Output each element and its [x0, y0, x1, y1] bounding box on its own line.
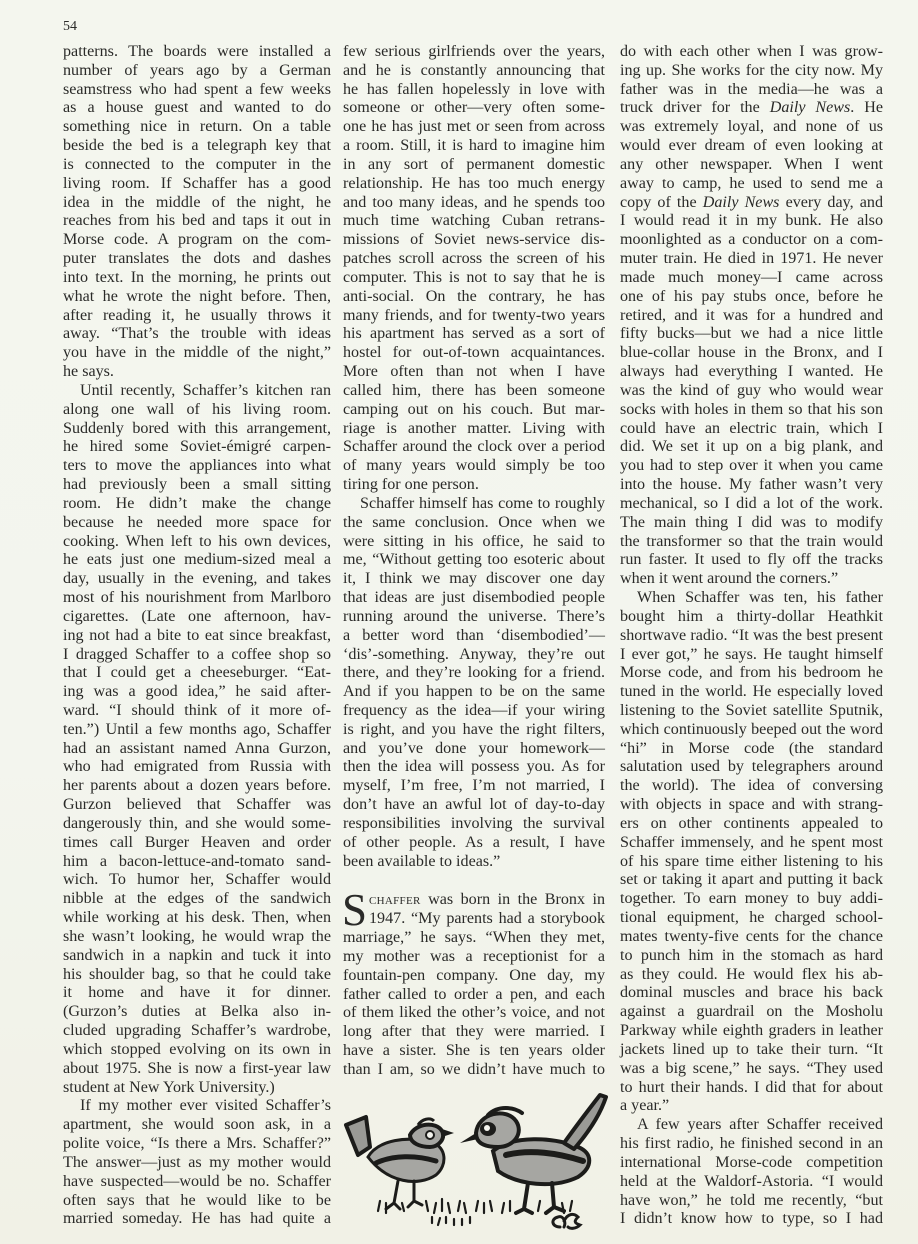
text-line: something nice in return. On a table: [63, 118, 331, 136]
text-line: have won,” he told me recently, “but: [620, 1191, 883, 1209]
text-line: while working at his desk. Then, when: [63, 909, 331, 927]
text-line: away. “That’s the trouble with ideas: [63, 325, 331, 343]
text-line: missions of Soviet news-service dis-: [343, 231, 605, 249]
text-line: retired, and it was for a hundred and: [620, 306, 883, 324]
text-line: had an assistant named Anna Gurzon,: [63, 739, 331, 757]
text-line: I didn’t know how to type, so I had: [620, 1210, 883, 1228]
text-line: than I am, so we didn’t have much to: [343, 1060, 605, 1078]
text-line: socks with holes in them so that his son: [620, 400, 883, 418]
text-line: because he needed more space for: [63, 513, 331, 531]
text-line: don’t have an awful lot of day-to-day: [343, 796, 605, 814]
text-line: riage is another matter. Living with: [343, 419, 605, 437]
text-line: hostel for out-of-town acquaintances.: [343, 344, 605, 362]
text-line: the same conclusion. Once when we: [343, 513, 605, 531]
text-line: the transformer so that the train would: [620, 532, 883, 550]
text-line: to punch him in the stomach as hard: [620, 946, 883, 964]
text-line: long after that they were married. I: [343, 1023, 605, 1041]
text-line: I ever got,” he says. He taught himself: [620, 645, 883, 663]
column-2: [343, 43, 605, 1080]
text-line: made much money—I came across: [620, 268, 883, 286]
opening-line-rest: was born in the Bronx in: [420, 891, 605, 909]
text-line: in any sort of permanent domestic: [343, 155, 605, 173]
text-line: into text. In the morning, he prints out: [63, 268, 331, 286]
newspaper-title: Daily News: [769, 99, 851, 117]
text-line: were sitting in his office, he said to: [343, 532, 605, 550]
text-line: against a guardrail on the Mosholu: [620, 1003, 883, 1021]
text-line: responsibilities involving the survival: [343, 814, 605, 832]
text-line: that ideas are just disembodied people: [343, 589, 605, 607]
text-line: and too many ideas, and he spends too: [343, 193, 605, 211]
column-1: [63, 43, 331, 1229]
text-line: was the kind of guy who would wear: [620, 381, 883, 399]
drop-cap: S: [342, 885, 368, 936]
text-line: patterns. The boards were installed a: [63, 43, 331, 60]
newspaper-title: Daily News: [702, 193, 780, 211]
text-line: he says.: [63, 363, 114, 381]
text-line: could have an electric train, which I: [620, 419, 883, 437]
text-line: she wasn’t looking, he would wrap the: [63, 927, 331, 945]
section-break: [343, 871, 605, 891]
text-line: you had to step over it when you came: [620, 457, 883, 475]
text-line: running around the universe. There’s: [343, 607, 605, 625]
text-line: Schaffer immensely, and he spent most: [620, 833, 883, 851]
text-line: marriage,” he says. “When they met,: [343, 929, 605, 947]
text-line: as they could. He would flex his ab-: [620, 965, 883, 983]
text-line: of other people. As a result, I have: [343, 833, 605, 851]
text-line: fountain-pen company. One day, my: [343, 966, 605, 984]
text-line: beside the bed is a telegraph key that: [63, 137, 331, 155]
text-line: that I could get a cheeseburger. “Eat-: [63, 664, 331, 682]
text-line: and you’ve done your homework—: [343, 739, 605, 757]
text-line: dominal muscles and brace his back: [620, 984, 883, 1002]
text-line: is right, and you have the right filters,: [343, 720, 605, 738]
text-line: polite voice, “Is there a Mrs. Schaffer?”: [63, 1135, 331, 1153]
text-line: much time watching Cuban retrans-: [343, 212, 605, 230]
text-line: into the house. My father wasn’t very: [620, 476, 883, 494]
text-line: fifty bucks—but we had a nice little: [620, 325, 883, 343]
text-line: with objects in space and with strang-: [620, 796, 883, 814]
text-line: ten.”) Until a few months ago, Schaffer: [63, 720, 331, 738]
text-line: “hi” in Morse code (the standard: [620, 739, 883, 757]
text-line: one he has just met or seen from across: [343, 118, 605, 136]
text-line: who had emigrated from Russia with: [63, 758, 331, 776]
text-line: More often than not when I have: [343, 363, 605, 381]
text-line: ers on other continents appealed to: [620, 814, 883, 832]
text-line: a better word than ‘disembodied’—: [343, 626, 605, 644]
text-line: one of his pay stubs once, before he: [620, 287, 883, 305]
text-line: as a house guest and wanted to do: [63, 99, 331, 117]
page-number: 54: [63, 19, 77, 34]
text-line: room. He didn’t make the change: [63, 494, 331, 512]
text-line: run faster. It used to fly off the tracks: [620, 551, 883, 569]
small-bird-icon: [346, 1117, 454, 1209]
text-line: 1947. “My parents had a storybook: [369, 910, 605, 928]
text-line: And if you happen to be on the same: [343, 683, 605, 701]
text-line: had previously been a small sitting: [63, 476, 331, 494]
text-line: there, and they’re looking for a friend.: [343, 664, 605, 682]
text-line: If my mother ever visited Schaffer’s: [80, 1097, 331, 1115]
text-line: Parkway while eighth graders in leather: [620, 1022, 883, 1040]
text-line: him a bacon-lettuce-and-tomato sand-: [63, 852, 331, 870]
text-line: cooking. When left to his own devices,: [63, 532, 331, 550]
text-line: have a sister. She is ten years older: [343, 1042, 605, 1060]
text-line: always had everything I wanted. He: [620, 363, 883, 381]
text-line: was extremely loyal, and none of us: [620, 118, 883, 136]
text-line: reaches from his bed and taps it out in: [63, 212, 331, 230]
text-line: her parents about a dozen years before.: [63, 777, 331, 795]
text-line: someone or other—very often some-: [343, 99, 605, 117]
text-line: camping out on his couch. But mar-: [343, 400, 605, 418]
text-line: the world). The idea of conversing: [620, 777, 883, 795]
text-line: computer. This is not to say that he is: [343, 268, 605, 286]
text-line: dangerously thin, and she would some-: [63, 814, 331, 832]
text-line: many friends, and for twenty-two years: [343, 306, 605, 324]
text-line: cluded upgrading Schaffer’s wardrobe,: [63, 1022, 331, 1040]
text-line: ing was a good idea,” he said after-: [63, 683, 331, 701]
text-segment: every day, and: [779, 193, 883, 211]
column-3: [620, 43, 883, 1229]
text-line: ward. “I should think of it more of-: [63, 701, 331, 719]
text-line: and he is constantly announcing that: [343, 61, 605, 79]
text-segment: truck driver for the: [620, 99, 770, 117]
text-line: seamstress who had spent a few weeks: [63, 80, 331, 98]
text-line: I dragged Schaffer to a coffee shop so: [63, 645, 331, 663]
text-line: nibble at the edges of the sandwich: [63, 890, 331, 908]
text-line: bought him a thirty-dollar Heathkit: [620, 607, 883, 625]
text-line: puter translates the dots and dashes: [63, 250, 331, 268]
text-line: have suspected—would be no. Schaffer: [63, 1172, 331, 1190]
text-line: blue-collar house in the Bronx, and I: [620, 344, 883, 362]
text-line: it home and have it for dinner.: [63, 984, 331, 1002]
text-line: idea in the middle of the night, he: [63, 193, 331, 211]
text-line: any other newspaper. When I went: [620, 155, 883, 173]
grass-strokes: [378, 1199, 572, 1225]
text-line: number of years ago by a German: [63, 61, 331, 79]
text-line: his shoulder bag, so that he could take: [63, 965, 331, 983]
text-line: mates twenty-five cents for the chance: [620, 927, 883, 945]
text-line: day, usually in the evening, and takes: [63, 570, 331, 588]
text-line: student at New York University.): [63, 1078, 275, 1096]
text-line: which continuously beeped out the word: [620, 720, 883, 738]
text-line: Until recently, Schaffer’s kitchen ran: [80, 381, 331, 399]
text-line: do with each other when I was grow-: [620, 43, 883, 60]
text-line: my mother was a receptionist for a: [343, 947, 605, 965]
text-line: Morse code, and from his bedroom he: [620, 664, 883, 682]
text-line: then the idea will possess you. As for: [343, 758, 605, 776]
text-line: often says that he would like to be: [63, 1191, 331, 1209]
text-line: Schaffer around the clock over a period: [343, 438, 605, 456]
text-line: set or taking it apart and putting it back: [620, 871, 883, 889]
text-line: what he wrote the night before. Then,: [63, 287, 331, 305]
text-line: ing up. She works for the city now. My: [620, 61, 883, 79]
text-line: tional equipment, he charged school-: [620, 909, 883, 927]
text-line: A few years after Schaffer received: [637, 1116, 883, 1134]
text-line: which stopped evolving on its own in: [63, 1040, 331, 1058]
text-line: myself, I’m free, I’m not married, I: [343, 777, 605, 795]
large-bird-icon: [460, 1095, 606, 1213]
text-line: shortwave radio. “It was the best present: [620, 626, 883, 644]
text-line: (Gurzon’s duties at Belka also in-: [63, 1003, 331, 1021]
text-line: together. To earn money to buy addi-: [620, 890, 883, 908]
text-line: salutation used by telegraphers around: [620, 758, 883, 776]
text-line: did. We set it up on a big plank, and: [620, 438, 883, 456]
text-line: he eats just one medium-sized meal a: [63, 551, 331, 569]
text-line: few serious girlfriends over the years,: [343, 43, 605, 60]
text-line: married someday. He has had quite a: [63, 1210, 331, 1228]
text-line: me, “Without getting too esoteric about: [343, 551, 605, 569]
text-line: [620, 99, 883, 118]
text-line: called him, there has been someone: [343, 381, 605, 399]
text-line: ‘dis’-something. Anyway, they’re out: [343, 645, 605, 663]
text-line: along one wall of his living room.: [63, 400, 331, 418]
text-line: it, I think we may discover one day: [343, 570, 605, 588]
text-line: his first radio, he finished second in an: [620, 1135, 883, 1153]
text-line: Morse code. A program on the com-: [63, 231, 331, 249]
text-line: listening to the Soviet satellite Sputnik,: [620, 701, 883, 719]
text-line: to hurt their hands. I did that for about: [620, 1078, 883, 1096]
text-line: you have in the middle of the night,”: [63, 344, 331, 362]
text-line: father called to order a pen, and each: [343, 985, 605, 1003]
text-line: his apartment has served as a sort of: [343, 325, 605, 343]
text-line: father was in the media—he was a: [620, 80, 883, 98]
text-line: moonlighted as a conductor on a com-: [620, 231, 883, 249]
text-line: The main thing I did was to modify: [620, 513, 883, 531]
text-line: patches scroll across the screen of his: [343, 250, 605, 268]
text-line: about 1975. She is now a first-year law: [63, 1059, 331, 1077]
text-line: is connected to the computer in the: [63, 155, 331, 173]
text-line: most of his nourishment from Marlboro: [63, 589, 331, 607]
artist-signature: [553, 1214, 580, 1228]
text-line: he has fallen hopelessly in love with: [343, 80, 605, 98]
text-line: a room. Still, it is hard to imagine him: [343, 137, 605, 155]
text-segment: . He: [850, 99, 884, 117]
text-line: away to camp, he used to send me a: [620, 174, 883, 192]
text-line: held at the Waldorf-Astoria. “I would: [620, 1172, 883, 1190]
text-line: muter train. He died in 1971. He never: [620, 250, 883, 268]
text-line: times call Burger Heaven and order: [63, 833, 331, 851]
text-line: frequency as the idea—if your wiring: [343, 701, 605, 719]
text-line: of them liked the other’s voice, and not: [343, 1004, 605, 1022]
text-line: of his spare time either listening to his: [620, 852, 883, 870]
text-segment: copy of the: [620, 193, 703, 211]
birds-illustration: [338, 1085, 608, 1230]
text-line: sandwich in a napkin and tuck it into: [63, 946, 331, 964]
text-line: anti-social. On the contrary, he has: [343, 287, 605, 305]
text-line: was a big scene,” he says. “They used: [620, 1059, 883, 1077]
text-line: he hired some Soviet-émigré carpen-: [63, 438, 331, 456]
text-line: Schaffer himself has come to roughly: [360, 494, 605, 512]
text-line: a year.”: [620, 1097, 670, 1115]
text-line: ters to move the appliances into what: [63, 457, 331, 475]
text-line: relationship. He has too much energy: [343, 174, 605, 192]
text-line: apartment, she would soon ask, in a: [63, 1116, 331, 1134]
text-line: would ever dream of even looking at: [620, 137, 883, 155]
small-caps-lead: chaffer: [369, 891, 421, 909]
text-line: When Schaffer was ten, his father: [637, 589, 883, 607]
text-line: Gurzon believed that Schaffer was: [63, 796, 331, 814]
text-line: ing not had a bite to eat since breakfast,: [63, 626, 331, 644]
text-line: when it went around the corners.”: [620, 570, 839, 588]
text-line: [620, 194, 883, 213]
text-line: wich. To humor her, Schaffer would: [63, 871, 331, 889]
text-line: Suddenly bored with this arrangement,: [63, 419, 331, 437]
text-line: after reading it, he usually throws it: [63, 306, 331, 324]
text-line: international Morse-code competition: [620, 1153, 883, 1171]
text-line: of many years would simply be too: [343, 457, 605, 475]
text-line: jackets lined up to take their turn. “It: [620, 1040, 883, 1058]
text-line: living room. If Schaffer has a good: [63, 174, 331, 192]
text-line: tiring for one person.: [343, 476, 479, 494]
text-line: I would read it in my bunk. He also: [620, 212, 883, 230]
text-line: The answer—just as my mother would: [63, 1153, 331, 1171]
text-line: been available to ideas.”: [343, 852, 501, 870]
text-line: mechanical, so I did a lot of the work.: [620, 494, 883, 512]
text-line: cigarettes. (Late one afternoon, hav-: [63, 607, 331, 625]
text-line: tuned in the world. He especially loved: [620, 683, 883, 701]
